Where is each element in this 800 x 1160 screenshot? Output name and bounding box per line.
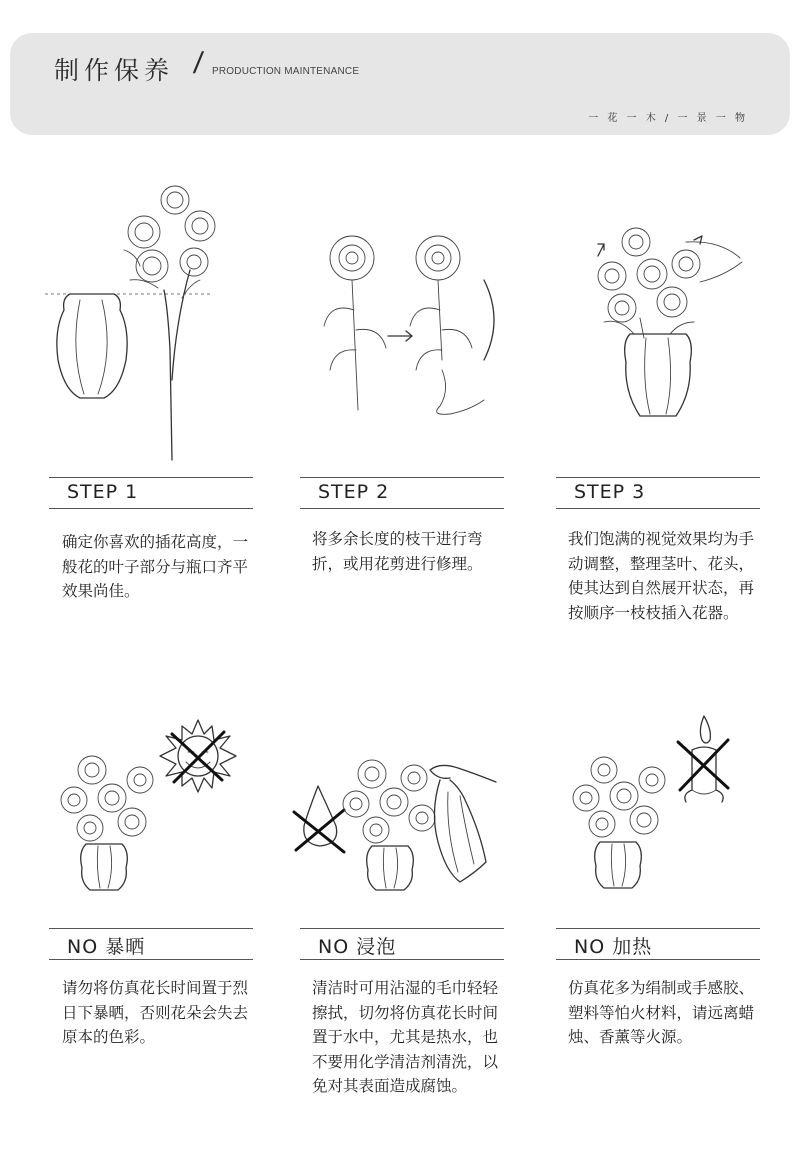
no-soak-label: NO 浸泡: [318, 936, 397, 958]
step-2-label: STEP 2: [318, 481, 390, 503]
no-sun-description: 请勿将仿真花长时间置于烈日下暴晒，否则花朵会失去原本的色彩。: [62, 979, 249, 1046]
page-subtitle: PRODUCTION MAINTENANCE: [212, 66, 360, 77]
step-1-description: 确定你喜欢的插花高度，一般花的叶子部分与瓶口齐平效果尚佳。: [62, 533, 249, 600]
towel-hand-icon: [430, 765, 496, 882]
title-slash: /: [191, 47, 205, 80]
no-heat-header: [556, 928, 760, 960]
bouquet-vase-illustration: [590, 222, 760, 422]
water-drop-icon: [304, 786, 337, 846]
no-heat-label: NO 加热: [574, 936, 653, 958]
step-3-header: [556, 477, 760, 509]
no-sun-illustration: [60, 712, 250, 892]
header-banner: [10, 33, 790, 135]
step-1-label: STEP 1: [67, 481, 139, 503]
step-3-description: 我们饱满的视觉效果均为手动调整，整理茎叶、花头，使其达到自然展开状态，再按顺序一枝枝插入花器。: [568, 530, 755, 622]
step-2-description: 将多余长度的枝干进行弯折，或用花剪进行修理。: [312, 530, 483, 573]
stem-trim-illustration: [300, 230, 520, 430]
no-heat-description: 仿真花多为绢制或手感胶、塑料等怕火材料，请远离蜡烛、香薰等火源。: [568, 979, 755, 1046]
page-title: 制作保养: [54, 56, 175, 85]
no-soak-description: 清洁时可用沾湿的毛巾轻轻擦拭，切勿将仿真花长时间置于水中，尤其是热水，也不要用化学清洁剂清洗，以免对其表面造成腐蚀。: [312, 979, 499, 1095]
vase-and-stem-illustration: [40, 180, 240, 470]
tagline: 一 花 一 木 / 一 景 一 物: [588, 113, 748, 124]
candle-icon: [685, 716, 723, 802]
step-3-label: STEP 3: [574, 481, 646, 503]
step-2-header: [300, 477, 504, 509]
no-sun-label: NO 暴晒: [67, 936, 146, 958]
no-heat-illustration: [570, 710, 760, 890]
no-sun-header: [49, 928, 253, 960]
no-soak-illustration: [290, 752, 510, 902]
step-1-header: [49, 477, 253, 509]
no-soak-header: [300, 928, 504, 960]
